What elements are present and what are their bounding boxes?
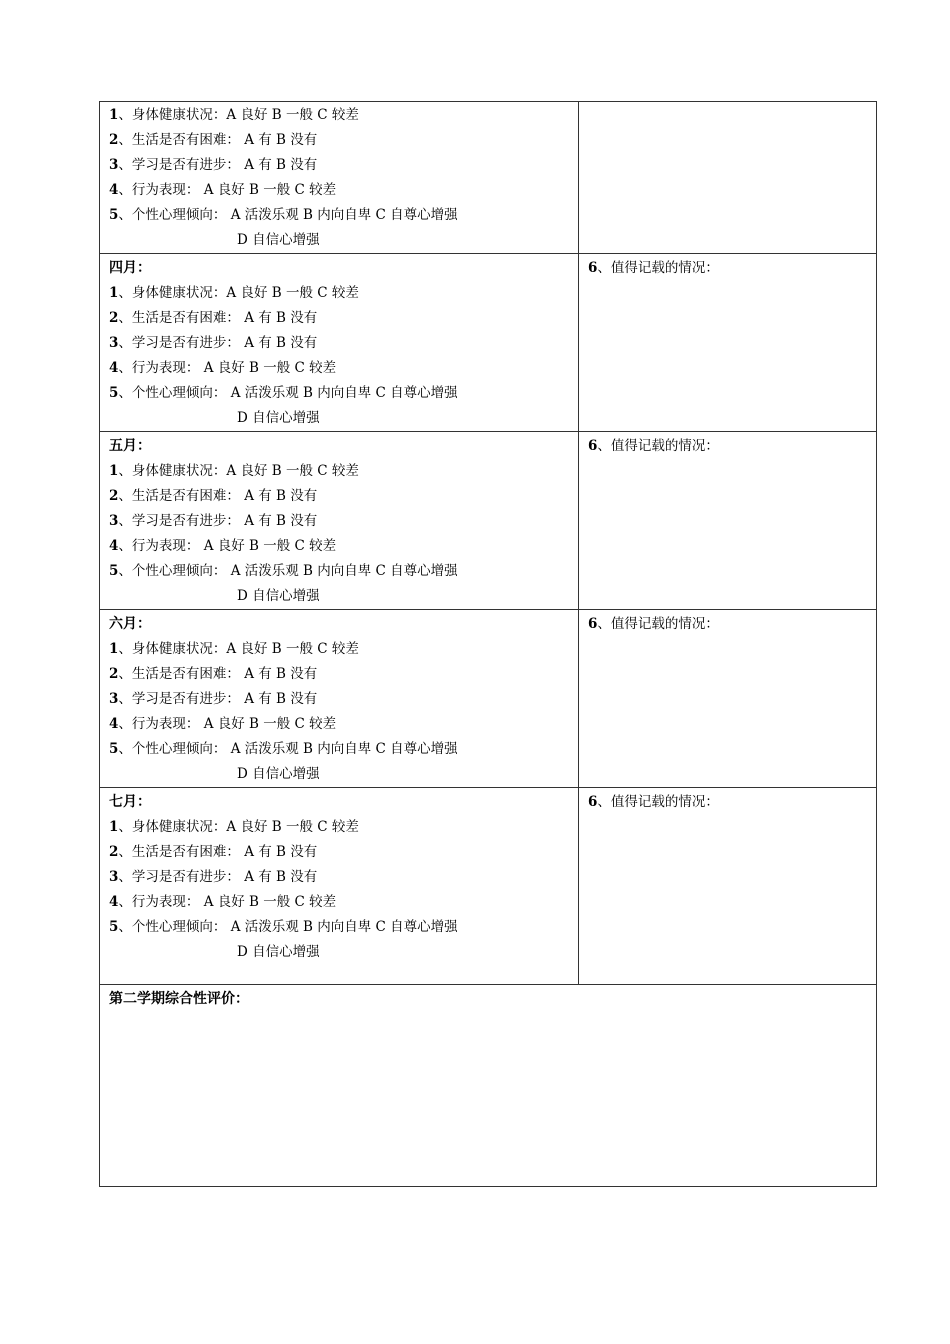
- notes-cell: [579, 788, 877, 985]
- question-personality-option-d: D 自信心增强: [237, 232, 320, 248]
- month-questions: [100, 788, 579, 985]
- question-number: 2: [109, 310, 119, 326]
- question-number: 1: [109, 641, 119, 657]
- question-number: 6: [588, 616, 598, 632]
- question-number: 4: [109, 538, 119, 554]
- question-text: 、值得记载的情况：: [597, 794, 719, 810]
- question-personality: [109, 737, 578, 762]
- question-text: 、值得记载的情况：: [597, 616, 719, 632]
- question-text: 、值得记载的情况：: [597, 438, 719, 454]
- summary-cell[interactable]: [100, 985, 877, 1187]
- notes-cell: [579, 102, 877, 254]
- question-text: 、个性心理倾向： A 活泼乐观 B 内向自卑 C 自尊心增强: [118, 919, 458, 935]
- question-difficulty: [109, 306, 578, 331]
- question-personality: [109, 203, 578, 228]
- notes-label: [588, 790, 876, 815]
- question-text: 、身体健康状况：A 良好 B 一般 C 较差: [118, 107, 359, 123]
- question-text: 、学习是否有进步： A 有 B 没有: [118, 869, 318, 885]
- question-number: 4: [109, 182, 119, 198]
- question-health: [109, 281, 578, 306]
- summary-row: [100, 985, 877, 1187]
- notes-cell: [579, 432, 877, 610]
- question-number: 6: [588, 438, 598, 454]
- question-number: 1: [109, 107, 119, 123]
- question-number: 4: [109, 894, 119, 910]
- question-health: [109, 103, 578, 128]
- question-text: 、行为表现： A 良好 B 一般 C 较差: [118, 182, 337, 198]
- question-number: 4: [109, 716, 119, 732]
- question-text: 、行为表现： A 良好 B 一般 C 较差: [118, 894, 337, 910]
- question-text: 、身体健康状况：A 良好 B 一般 C 较差: [118, 463, 359, 479]
- question-difficulty: [109, 840, 578, 865]
- month-questions: [100, 432, 579, 610]
- question-number: 1: [109, 463, 119, 479]
- summary-title: 第二学期综合性评价：: [109, 991, 249, 1007]
- question-text: 、学习是否有进步： A 有 B 没有: [118, 691, 318, 707]
- question-number: 2: [109, 132, 119, 148]
- question-text: 、学习是否有进步： A 有 B 没有: [118, 335, 318, 351]
- notes-label: [588, 612, 876, 637]
- month-row-may: [100, 432, 877, 610]
- month-title: 六月：: [109, 616, 151, 632]
- question-text: 、值得记载的情况：: [597, 260, 719, 276]
- question-health: [109, 637, 578, 662]
- month-row-july: [100, 788, 877, 985]
- question-text: 、个性心理倾向： A 活泼乐观 B 内向自卑 C 自尊心增强: [118, 741, 458, 757]
- question-text: 、行为表现： A 良好 B 一般 C 较差: [118, 716, 337, 732]
- question-number: 5: [109, 919, 119, 935]
- question-number: 5: [109, 741, 119, 757]
- question-personality: [109, 915, 578, 940]
- question-personality: [109, 381, 578, 406]
- question-number: 3: [109, 157, 119, 173]
- question-progress: [109, 687, 578, 712]
- question-number: 2: [109, 488, 119, 504]
- notes-cell: [579, 254, 877, 432]
- question-number: 6: [588, 794, 598, 810]
- question-number: 6: [588, 260, 598, 276]
- question-progress: [109, 331, 578, 356]
- question-number: 1: [109, 285, 119, 301]
- question-text: 、个性心理倾向： A 活泼乐观 B 内向自卑 C 自尊心增强: [118, 385, 458, 401]
- question-text: 、生活是否有困难： A 有 B 没有: [118, 488, 318, 504]
- question-personality-option-d: D 自信心增强: [237, 410, 320, 426]
- month-row-june: [100, 610, 877, 788]
- question-health: [109, 459, 578, 484]
- month-questions: [100, 610, 579, 788]
- question-behavior: [109, 356, 578, 381]
- question-text: 、学习是否有进步： A 有 B 没有: [118, 157, 318, 173]
- question-progress: [109, 865, 578, 890]
- month-questions: [100, 254, 579, 432]
- question-text: 、生活是否有困难： A 有 B 没有: [118, 132, 318, 148]
- question-number: 3: [109, 869, 119, 885]
- question-number: 1: [109, 819, 119, 835]
- question-text: 、身体健康状况：A 良好 B 一般 C 较差: [118, 641, 359, 657]
- question-behavior: [109, 712, 578, 737]
- month-questions: [100, 102, 579, 254]
- question-progress: [109, 509, 578, 534]
- question-personality: [109, 559, 578, 584]
- question-text: 、行为表现： A 良好 B 一般 C 较差: [118, 360, 337, 376]
- question-number: 2: [109, 666, 119, 682]
- question-health: [109, 815, 578, 840]
- question-number: 3: [109, 691, 119, 707]
- question-personality-option-d: D 自信心增强: [237, 766, 320, 782]
- question-behavior: [109, 890, 578, 915]
- question-progress: [109, 153, 578, 178]
- question-text: 、身体健康状况：A 良好 B 一般 C 较差: [118, 819, 359, 835]
- question-number: 3: [109, 335, 119, 351]
- question-text: 、个性心理倾向： A 活泼乐观 B 内向自卑 C 自尊心增强: [118, 207, 458, 223]
- question-difficulty: [109, 484, 578, 509]
- question-behavior: [109, 178, 578, 203]
- question-text: 、学习是否有进步： A 有 B 没有: [118, 513, 318, 529]
- month-title: 四月：: [109, 260, 151, 276]
- question-text: 、生活是否有困难： A 有 B 没有: [118, 310, 318, 326]
- question-behavior: [109, 534, 578, 559]
- question-number: 3: [109, 513, 119, 529]
- question-number: 5: [109, 385, 119, 401]
- question-text: 、生活是否有困难： A 有 B 没有: [118, 844, 318, 860]
- notes-label: [588, 256, 876, 281]
- question-text: 、个性心理倾向： A 活泼乐观 B 内向自卑 C 自尊心增强: [118, 563, 458, 579]
- month-title: 七月：: [109, 794, 151, 810]
- notes-cell: [579, 610, 877, 788]
- question-number: 4: [109, 360, 119, 376]
- question-personality-option-d: D 自信心增强: [237, 588, 320, 604]
- question-difficulty: [109, 128, 578, 153]
- month-row-march-continued: [100, 102, 877, 254]
- question-text: 、身体健康状况：A 良好 B 一般 C 较差: [118, 285, 359, 301]
- question-text: 、行为表现： A 良好 B 一般 C 较差: [118, 538, 337, 554]
- question-number: 2: [109, 844, 119, 860]
- record-table: [99, 101, 877, 1187]
- question-personality-option-d: D 自信心增强: [237, 944, 320, 960]
- month-title: 五月：: [109, 438, 151, 454]
- month-row-april: [100, 254, 877, 432]
- question-text: 、生活是否有困难： A 有 B 没有: [118, 666, 318, 682]
- notes-label: [588, 434, 876, 459]
- record-form: [99, 101, 876, 1187]
- question-number: 5: [109, 563, 119, 579]
- question-difficulty: [109, 662, 578, 687]
- question-number: 5: [109, 207, 119, 223]
